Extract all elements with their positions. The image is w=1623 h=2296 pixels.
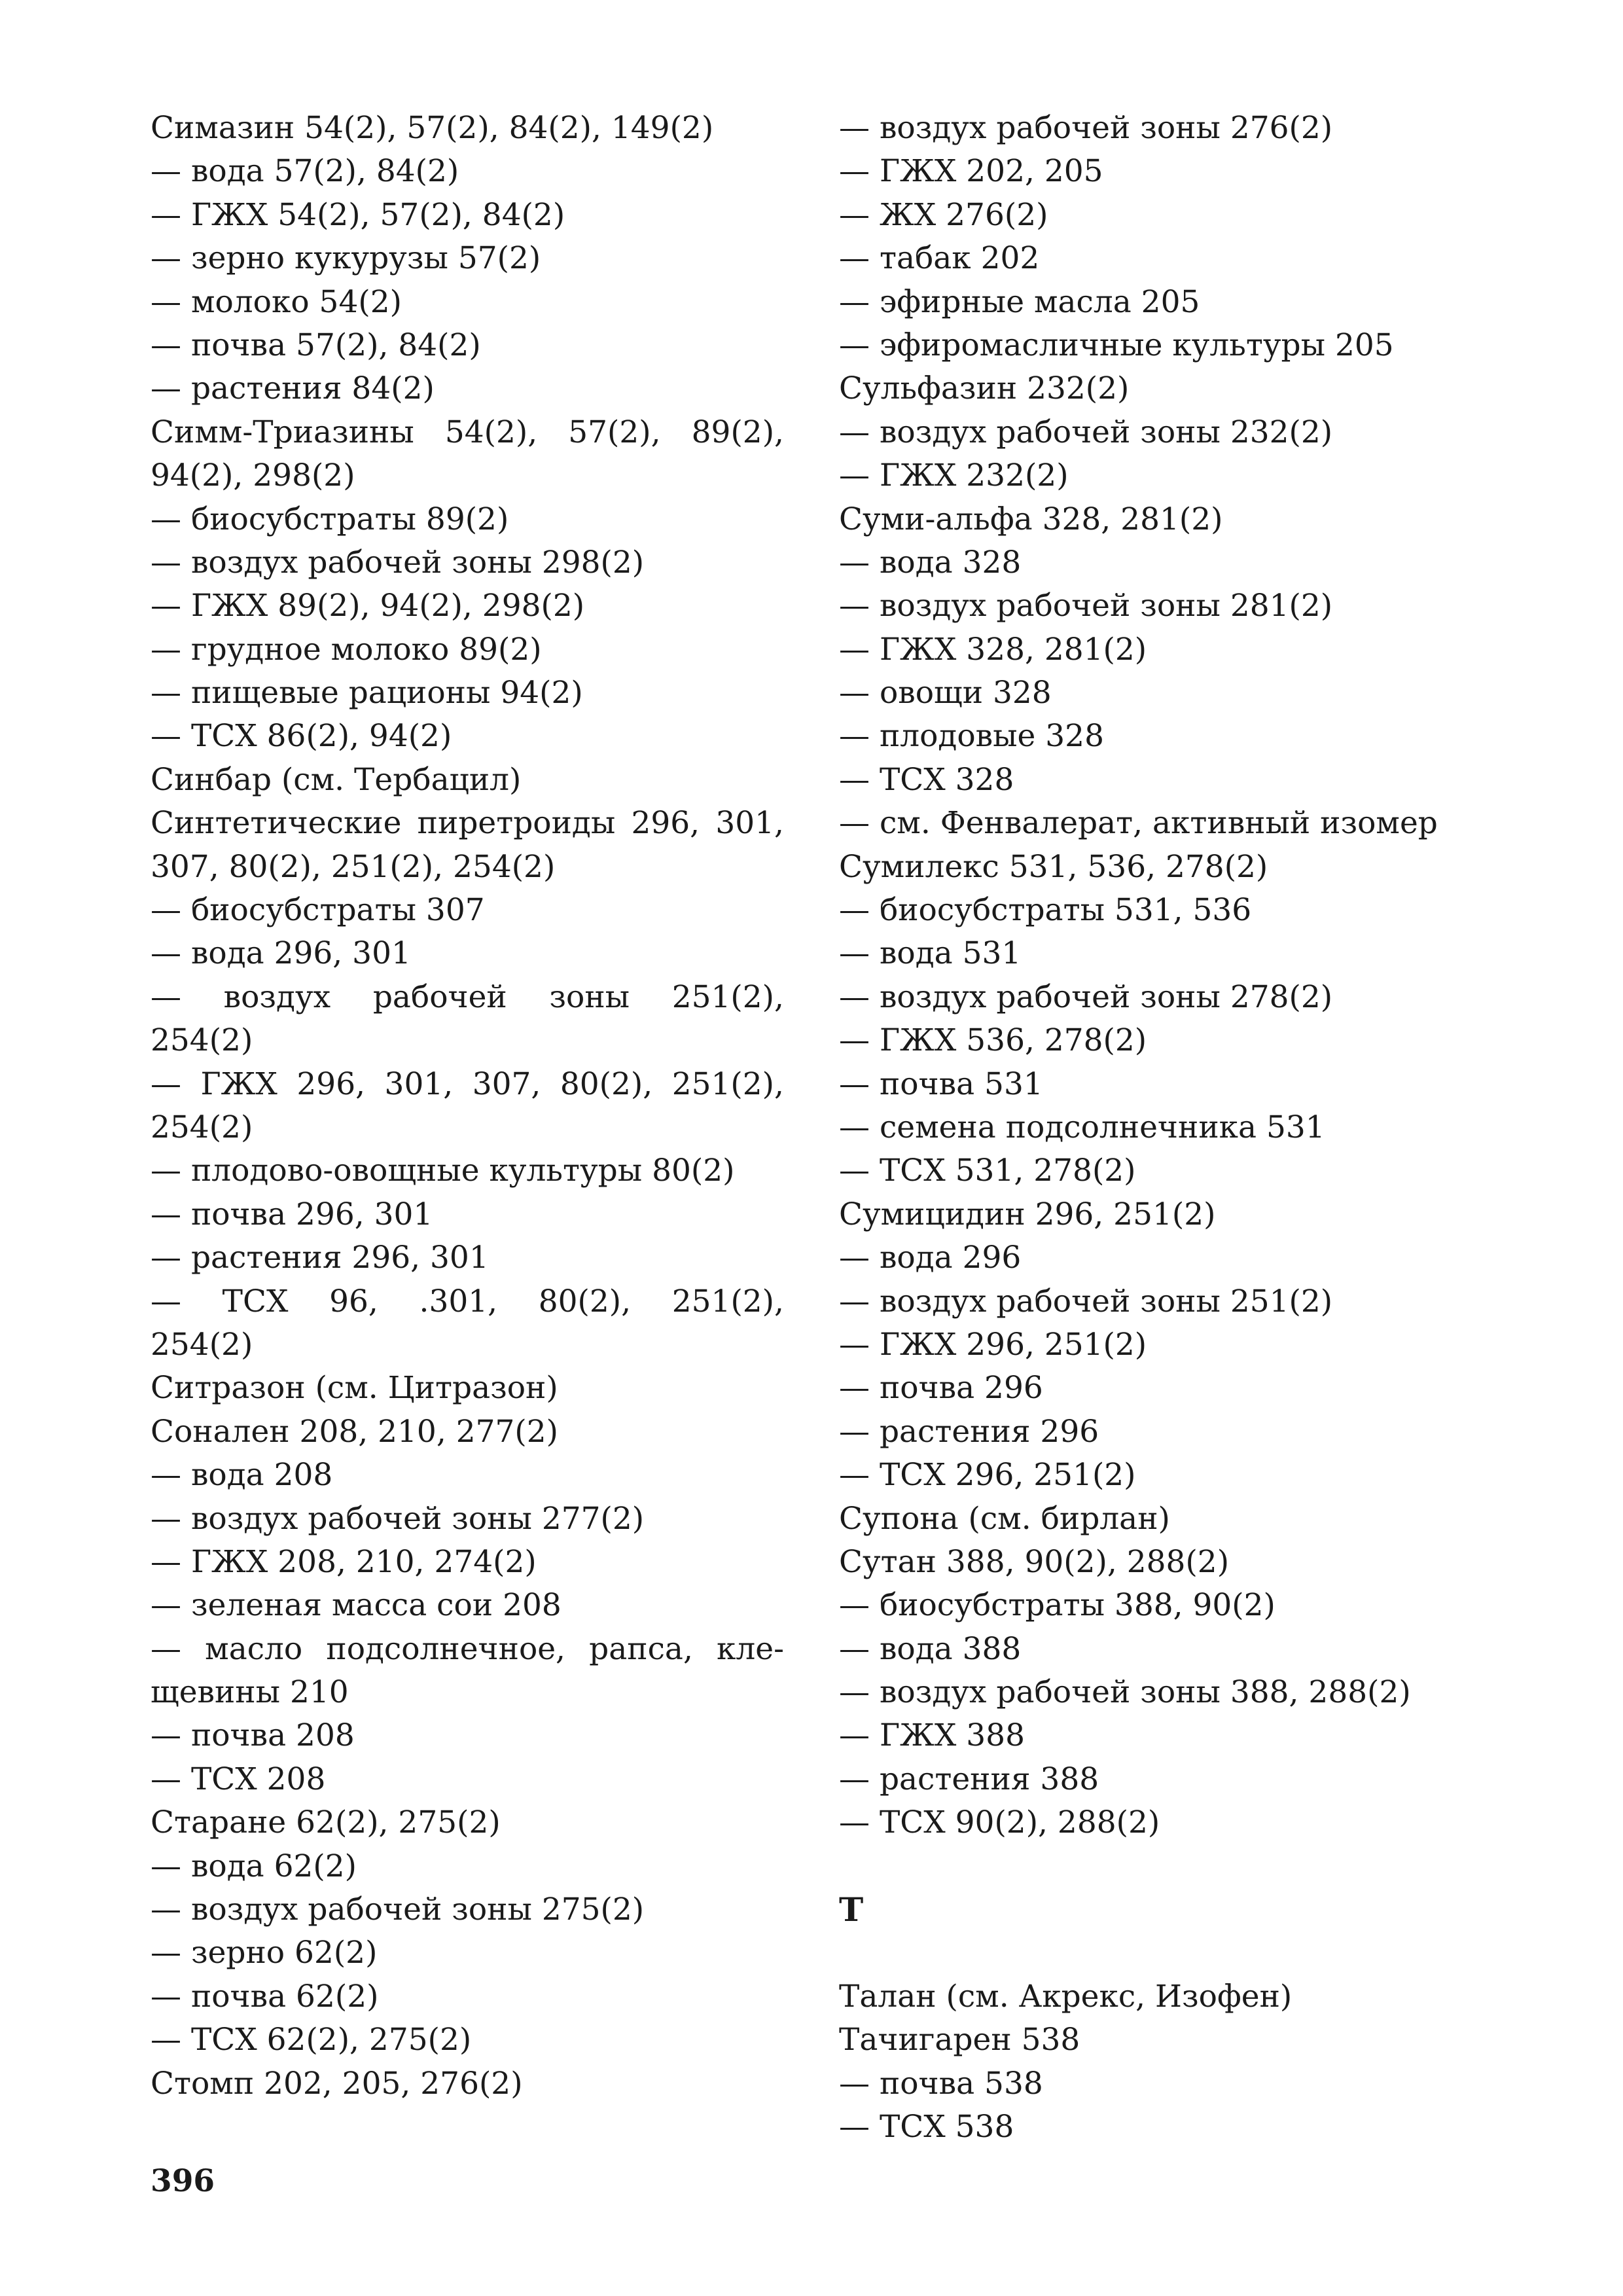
index-subentry: — овощи 328 [839, 675, 1052, 711]
index-entry: 254(2) [151, 1326, 253, 1363]
page-number: 396 [151, 2163, 215, 2199]
section-spacer [839, 1931, 1493, 1975]
index-subentry: — воздух рабочей зоны 281(2) [839, 588, 1333, 624]
index-entry: Сутан 388, 90(2), 288(2) [839, 1543, 1230, 1580]
index-subentry: — почва 296 [839, 1370, 1043, 1407]
index-entry: Симм-Триазины 54(2), 57(2), 89(2), [151, 414, 784, 450]
index-subentry: — воздух рабочей зоны 232(2) [839, 414, 1333, 450]
index-subentry: — зерно 62(2) [151, 1935, 378, 1971]
index-subentry: — почва 57(2), 84(2) [151, 327, 481, 363]
index-subentry: — воздух рабочей зоны 298(2) [151, 544, 645, 581]
index-subentry: — воздух рабочей зоны 276(2) [839, 110, 1333, 146]
index-subentry: — почва 208 [151, 1717, 355, 1754]
index-subentry: — зеленая масса сои 208 [151, 1587, 562, 1624]
index-subentry: — ГЖХ 388 [839, 1717, 1025, 1754]
index-entry: Стомп 202, 205, 276(2) [151, 2065, 523, 2102]
index-entry: 307, 80(2), 251(2), 254(2) [151, 848, 556, 885]
index-subentry: — ТСХ 296, 251(2) [839, 1457, 1136, 1494]
index-subentry: — вода 57(2), 84(2) [151, 153, 459, 190]
index-subentry: — вода 531 [839, 935, 1022, 972]
index-entry: Сумилекс 531, 536, 278(2) [839, 848, 1268, 885]
index-subentry: — см. Фенвалерат, активный изомер [839, 805, 1438, 842]
index-subentry: — ГЖХ 328, 281(2) [839, 631, 1147, 668]
index-subentry: — ГЖХ 89(2), 94(2), 298(2) [151, 588, 585, 624]
index-entry: Талан (см. Акрекс, Изофен) [839, 1978, 1293, 2015]
index-entry: Ситразон (см. Цитразон) [151, 1370, 558, 1407]
index-entry: Соналeн 208, 210, 277(2) [151, 1413, 559, 1450]
index-subentry: — ГЖХ 208, 210, 274(2) [151, 1543, 537, 1580]
index-subentry: — ТСХ 96, .301, 80(2), 251(2), [151, 1283, 784, 1319]
index-entry: Сульфазин 232(2) [839, 370, 1130, 407]
index-subentry: — плодовые 328 [839, 718, 1104, 755]
index-subentry: — растения 296 [839, 1413, 1099, 1450]
index-subentry: — вода 208 [151, 1457, 333, 1494]
index-subentry: — ГЖХ 536, 278(2) [839, 1022, 1147, 1059]
index-subentry: — биосубстраты 388, 90(2) [839, 1587, 1275, 1624]
index-subentry: — ТСХ 62(2), 275(2) [151, 2022, 472, 2058]
index-subentry: — ГЖХ 296, 251(2) [839, 1326, 1147, 1363]
index-entry: 94(2), 298(2) [151, 457, 355, 494]
index-entry: Суми-альфа 328, 281(2) [839, 501, 1223, 537]
index-subentry: — грудное молоко 89(2) [151, 631, 542, 668]
index-subentry: — ГЖХ 296, 301, 307, 80(2), 251(2), [151, 1066, 784, 1102]
index-subentry: — ГЖХ 232(2) [839, 457, 1069, 494]
index-subentry: — зерно кукурузы 57(2) [151, 240, 541, 277]
index-subentry: — биосубстраты 307 [151, 892, 485, 929]
index-subentry: — вода 296 [839, 1240, 1022, 1276]
index-entry: Сумицидин 296, 251(2) [839, 1196, 1216, 1232]
index-subentry: — ТСХ 208 [151, 1761, 326, 1797]
index-subentry: — вода 296, 301 [151, 935, 411, 972]
index-subentry: — пищевые рационы 94(2) [151, 675, 583, 711]
index-subentry: — биосубстраты 89(2) [151, 501, 509, 537]
index-entry: Синбар (см. Тербацил) [151, 761, 522, 798]
index-subentry: — растения 84(2) [151, 370, 435, 407]
index-subentry: — растения 388 [839, 1761, 1099, 1797]
index-entry: щевины 210 [151, 1674, 349, 1711]
index-subentry: — вода 388 [839, 1630, 1022, 1667]
index-subentry: — ТСХ 90(2), 288(2) [839, 1804, 1160, 1841]
index-entry: Старане 62(2), 275(2) [151, 1804, 501, 1841]
index-subentry: — эфирные масла 205 [839, 283, 1200, 320]
index-subentry: — почва 62(2) [151, 1978, 379, 2015]
index-subentry: — воздух рабочей зоны 251(2), [151, 978, 784, 1015]
index-subentry: — растения 296, 301 [151, 1240, 489, 1276]
index-entry: Супона (см. бирлан) [839, 1500, 1170, 1537]
index-subentry: — табак 202 [839, 240, 1040, 277]
index-entry: Тачигарен 538 [839, 2022, 1080, 2058]
index-subentry: — воздух рабочей зоны 275(2) [151, 1892, 645, 1928]
index-subentry: — биосубстраты 531, 536 [839, 892, 1252, 929]
index-subentry: — почва 296, 301 [151, 1196, 433, 1232]
index-subentry: — воздух рабочей зоны 251(2) [839, 1283, 1333, 1319]
index-entry: 254(2) [151, 1022, 253, 1059]
index-subentry: — вода 62(2) [151, 1848, 357, 1884]
index-subentry: — масло подсолнечное, рапса, кле- [151, 1630, 784, 1667]
index-subentry: — молоко 54(2) [151, 283, 402, 320]
index-subentry: — ГЖХ 54(2), 57(2), 84(2) [151, 196, 565, 233]
index-entry: Синтетические пиретроиды 296, 301, [151, 805, 784, 842]
index-subentry: — эфиромасличные культуры 205 [839, 327, 1394, 363]
index-subentry: — почва 531 [839, 1066, 1043, 1102]
index-subentry: — плодово-овощные культуры 80(2) [151, 1153, 735, 1189]
index-column-right [839, 107, 1493, 2149]
section-letter: Т [839, 1890, 864, 1929]
section-spacer [839, 1845, 1493, 1888]
index-subentry: — семена подсолнечника 531 [839, 1109, 1325, 1145]
index-column-left [151, 107, 792, 2106]
index-subentry: — воздух рабочей зоны 388, 288(2) [839, 1674, 1411, 1711]
index-subentry: — почва 538 [839, 2065, 1043, 2102]
index-subentry: — вода 328 [839, 544, 1022, 581]
index-subentry: — ТСХ 531, 278(2) [839, 1153, 1136, 1189]
index-subentry: — ЖХ 276(2) [839, 196, 1048, 233]
index-subentry: — ТСХ 538 [839, 2108, 1014, 2145]
index-entry: 254(2) [151, 1109, 253, 1145]
index-subentry: — воздух рабочей зоны 278(2) [839, 978, 1333, 1015]
index-subentry: — воздух рабочей зоны 277(2) [151, 1500, 645, 1537]
index-subentry: — ТСХ 328 [839, 761, 1014, 798]
index-subentry: — ГЖХ 202, 205 [839, 153, 1103, 190]
index-subentry: — ТСХ 86(2), 94(2) [151, 718, 452, 755]
index-entry: Симазин 54(2), 57(2), 84(2), 149(2) [151, 110, 714, 146]
